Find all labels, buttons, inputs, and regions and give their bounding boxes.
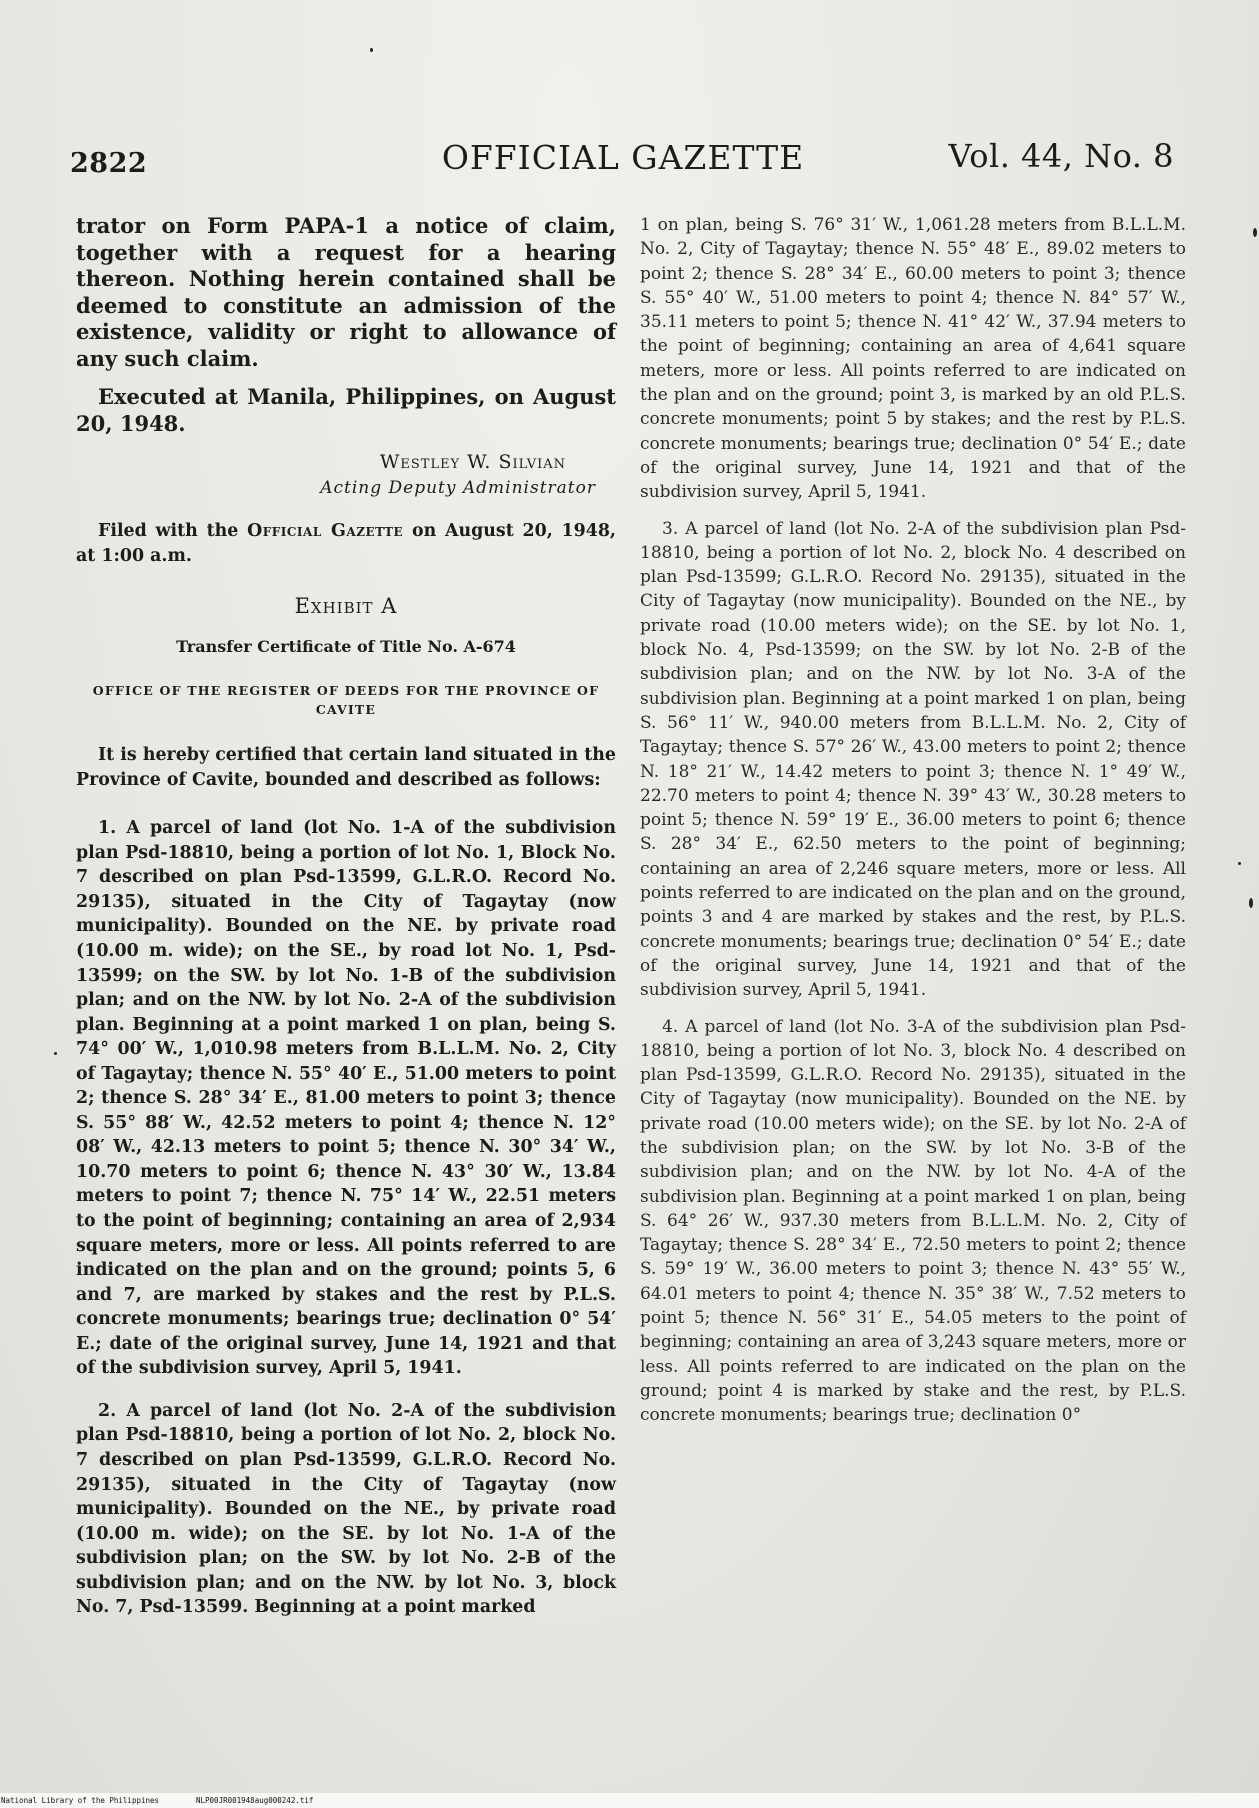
signer-role: Acting Deputy Administrator <box>320 478 596 498</box>
right-column <box>640 213 1186 1440</box>
signature-block <box>76 449 616 501</box>
filed-suffix: on August 20, 1948, at 1:00 a.m. <box>76 521 616 566</box>
publication-title: OFFICIAL GAZETTE <box>441 138 805 177</box>
parcel-2-continued: 1 on plan, being S. 76° 31′ W., 1,061.28 meters from B.L.L.M. No. 2, City of Tagaytay; thence N. 55° 48′ E., 89.02 meters to point 2; thence S. 28° 34′ E., 60.00 meters to point 3; thence S. 55° 40′ W., 51.00 meters to point 4; thence N. 84° 57′ W., 35.11 meters to point 5; thence N. 41° 42′ W., 37.94 meters to the point of beginning; containing an area of 4,641 square meters, more or less. All points referred to are indicated on the plan and on the ground; point 3, is marked by an old P.L.S. concrete monuments; point 5 by stakes; and the rest by P.L.S. concrete monuments; bearings true; declination 0° 54′ E.; date of the original survey, June 14, 1921 and that of the subdivision survey, April 5, 1941. <box>640 215 1186 503</box>
scan-speck <box>54 1052 57 1055</box>
scan-speck <box>370 48 373 52</box>
office-heading: OFFICE OF THE REGISTER OF DEEDS FOR THE PROVINCE OF CAVITE <box>92 683 600 718</box>
certified-paragraph: It is hereby certified that certain land situated in the Province of Cavite, bounded and described as follows: <box>76 745 616 790</box>
volume-number: Vol. 44, No. 8 <box>948 137 1174 175</box>
executed-paragraph: Executed at Manila, Philippines, on August 20, 1948. <box>76 384 616 436</box>
library-credit: National Library of the Philippines <box>1 1796 160 1805</box>
parcel-1-paragraph: 1. A parcel of land (lot No. 1-A of the subdivision plan Psd-18810, being a portion of lot No. 1, Block No. 7 described on plan Psd-13599, G.L.R.O. Record No. 29135), situated in the City of Tagaytay (now municipality). Bounded on the NE. by private road (10.00 m. wide); on the SE., by road lot No. 1, Psd-13599; on the SW. by lot No. 1-B of the subdivision plan; and on the NW. by lot No. 2-A of the subdivision plan. Beginning at a point marked 1 on plan, being S. 74° 00′ W., 1,010.98 meters from B.L.L.M. No. 2, City of Tagaytay; thence N. 55° 40′ E., 51.00 meters to point 2; thence S. 28° 34′ E., 81.00 meters to point 3; thence S. 55° 88′ W., 42.52 meters to point 4; thence N. 12° 08′ W., 42.13 meters to point 5; thence N. 30° 34′ W., 10.70 meters to point 6; thence N. 43° 30′ W., 13.84 meters to point 7; thence N. 75° 14′ W., 22.51 meters to the point of beginning; containing an area of 2,934 square meters, more or less. All points referred to are indicated on the plan and on the ground; points 5, 6 and 7, are marked by stakes and the rest by P.L.S. concrete monuments; bearings true; declination 0° 54′ E.; date of the original survey, June 14, 1921 and that of the subdivision survey, April 5, 1941. <box>76 818 616 1379</box>
signer-name: Westley W. Silvian <box>379 451 566 473</box>
scan-speck <box>1249 898 1253 908</box>
scan-speck <box>1238 862 1241 865</box>
page-header <box>62 128 1184 178</box>
filed-note <box>76 519 616 568</box>
parcel-4-paragraph: 4. A parcel of land (lot No. 3-A of the subdivision plan Psd-18810, being a portion of lot No. 3, block No. 4 described on plan Psd-13599, G.L.R.O. Record No. 29135), situated in the City of Tagaytay (now municipality). Bounded on the NE. by private road (10.00 meters wide); on the SE. by lot No. 2-A of the subdivision plan; on the SW. by lot No. 3-B of the subdivision plan; and on the NW. by lot No. 4-A of the subdivision plan. Beginning at a point marked 1 on plan, being S. 64° 26′ W., 937.30 meters from B.L.L.M. No. 2, City of Tagaytay; thence S. 28° 34′ E., 72.50 meters to point 2; thence S. 59° 19′ W., 36.00 meters to point 3; thence N. 43° 55′ W., 64.01 meters to point 4; thence N. 35° 38′ W., 7.52 meters to point 5; thence N. 56° 31′ E., 54.05 meters to the point of beginning; containing an area of 3,243 square meters, more or less. All points referred to are indicated on the plan on the ground; point 4 is marked by stake and the rest, by P.L.S. concrete monuments; bearings true; declination 0° <box>640 1016 1186 1426</box>
scan-footer <box>0 1793 1259 1808</box>
left-column <box>76 213 616 1632</box>
parcel-2-paragraph: 2. A parcel of land (lot No. 2-A of the subdivision plan Psd-18810, being a portion of lot No. 2, block No. 7 described on plan Psd-13599, G.L.R.O. Record No. 29135), situated in the City of Tagaytay (now municipality). Bounded on the NE., by private road (10.00 m. wide); on the SE. by lot No. 1-A of the subdivision plan; on the SW. by lot No. 2-B of the subdivision plan; and on the NW. by lot No. 3, block No. 7, Psd-13599. Beginning at a point marked <box>76 1400 616 1618</box>
certificate-heading: Transfer Certificate of Title No. A-674 <box>176 636 516 656</box>
notice-paragraph: trator on Form PAPA-1 a notice of claim, together with a request for a hearing thereon. Nothing herein contained shall be deemed to constitute an admission of the existence, validity or right to allowance of any such claim. <box>76 213 616 371</box>
page-number: 2822 <box>70 148 148 179</box>
filed-prefix: Filed with the <box>98 521 239 541</box>
parcel-3-paragraph: 3. A parcel of land (lot No. 2-A of the subdivision plan Psd-18810, being a portion of lot No. 2, block No. 4 described on plan Psd-13599; G.L.R.O. Record No. 29135), situated in the City of Tagaytay (now municipality). Bounded on the NE., by private road (10.00 meters wide); on the SE. by lot No. 1, block No. 4, Psd-13599; on the SW. by lot No. 2-B of the subdivision plan; and on the NW. by lot No. 3-A of the subdivision plan. Beginning at a point marked 1 on plan, being S. 56° 11′ W., 940.00 meters from B.L.L.M. No. 2, City of Tagaytay; thence S. 57° 26′ W., 43.00 meters to point 2; thence N. 18° 21′ W., 14.42 meters to point 3; thence N. 1° 49′ W., 22.70 meters to point 4; thence N. 39° 43′ W., 30.28 meters to point 5; thence N. 59° 19′ E., 36.00 meters to point 6; thence S. 28° 34′ E., 62.50 meters to the point of beginning; containing an area of 2,246 square meters, more or less. All points referred to are indicated on the plan and on the ground, points 3 and 4 are marked by stakes and the rest, by P.L.S. concrete monuments; bearings true; declination 0° 54′ E.; date of the original survey, June 14, 1921 and that of the subdivision survey, April 5, 1941. <box>640 518 1186 1001</box>
filed-gazette: Official Gazette <box>247 521 404 541</box>
exhibit-heading: Exhibit A <box>294 594 398 619</box>
scan-speck <box>1253 228 1257 237</box>
file-identifier: NLP00JR001948aug000242.tif <box>196 1796 314 1805</box>
